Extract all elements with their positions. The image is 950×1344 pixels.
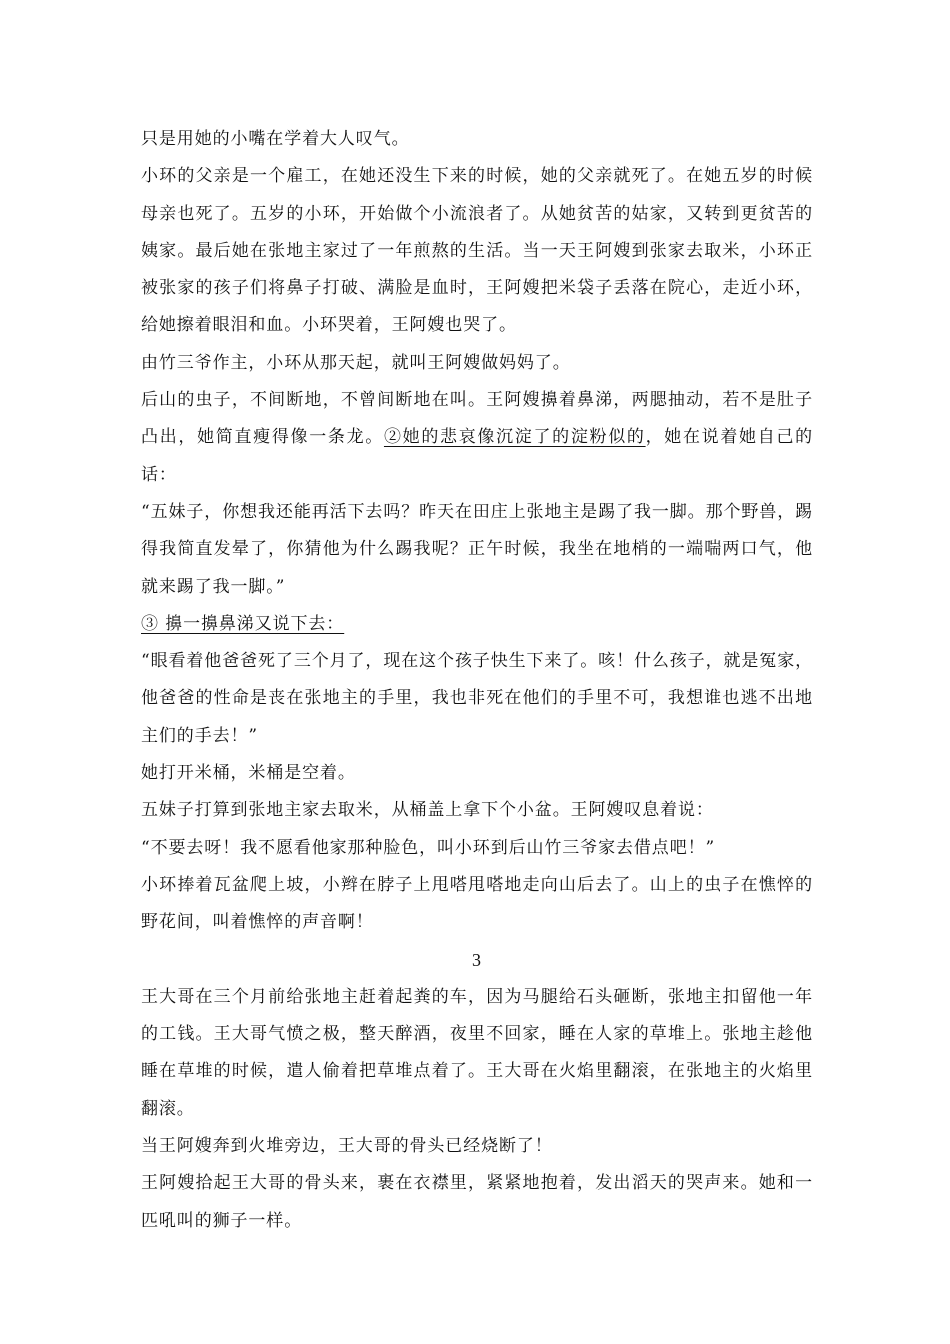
paragraph: 小环捧着瓦盆爬上坡，小辫在脖子上甩嗒甩嗒地走向山后去了。山上的虫子在憔悴的野花间，叫着憔悴的声音啊！	[141, 874, 813, 933]
paragraph: “眼看着他爸爸死了三个月了，现在这个孩子快生下来了。咳！什么孩子，就是冤家，他爸爸的性命是丧在张地主的手里，我也非死在他们的手里不可，我想谁也逃不出地主们的手去！”	[141, 651, 813, 746]
paragraph: 由竹三爷作主，小环从那天起，就叫王阿嫂做妈妈了。	[141, 352, 571, 373]
paragraph-text: ，她在说着她自己的话：	[141, 427, 813, 485]
paragraph-underlined	[141, 606, 813, 643]
section-number: 3	[472, 949, 482, 970]
paragraph: 只是用她的小嘴在学着大人叹气。	[141, 129, 410, 149]
underlined-phrase-3: ③ 擤一擤鼻涕又说下去：	[141, 613, 345, 634]
paragraph-with-underline	[141, 382, 813, 494]
paragraph: 当王阿嫂奔到火堆旁边，王大哥的骨头已经烧断了！	[141, 1136, 553, 1157]
paragraph: 王阿嫂拾起王大哥的骨头来，裹在衣襟里，紧紧地抱着，发出滔天的哭声来。她和一匹吼叫的狮子一样。	[141, 1173, 813, 1231]
paragraph: 她打开米桶，米桶是空着。	[141, 763, 356, 784]
paragraph: “五妹子，你想我还能再活下去吗？昨天在田庄上张地主是踢了我一脚。那个野兽，踢得我简直发晕了，你猜他为什么踢我呢？正午时候，我坐在地梢的一端喘两口气，他就来踢了我一脚。”	[141, 501, 813, 597]
underlined-phrase-2: ②她的悲哀像沉淀了的淀粉似的	[383, 427, 646, 448]
paragraph: 王大哥在三个月前给张地主赶着起粪的车，因为马腿给石头砸断，张地主扣留他一年的工钱。王大哥气愤之极，整天醉酒，夜里不回家，睡在人家的草堆上。张地主趁他睡在草堆的时候，遣人偷着把草堆点着了。王大哥在火焰里翻滚，在张地主的火焰里翻滚。	[141, 986, 813, 1119]
paragraph: 小环的父亲是一个雇工，在她还没生下来的时候，她的父亲就死了。在她五岁的时候母亲也死了。五岁的小环，开始做个小流浪者了。从她贫苦的姑家，又转到更贫苦的姨家。最后她在张地主家过了一年煎熬的生活。当一天王阿嫂到张家去取米，小环正被张家的孩子们将鼻子打破、满脸是血时，王阿嫂把米袋子丢落在院心，走近小环，给她擦着眼泪和血。小环哭着，王阿嫂也哭了。	[141, 166, 813, 336]
paragraph: 五妹子打算到张地主家去取米，从桶盖上拿下个小盆。王阿嫂叹息着说：	[141, 800, 714, 821]
paragraph-text: 后山的虫子，不间断地，不曾间断地在叫。王阿嫂擤着鼻涕，两腮抽动，若不是肚子凸出，她简直瘦得像一条龙。	[141, 390, 813, 448]
paragraph: “不要去呀！我不愿看他家那种脸色，叫小环到后山竹三爷家去借点吧！”	[141, 837, 716, 858]
document-body	[141, 121, 813, 1240]
